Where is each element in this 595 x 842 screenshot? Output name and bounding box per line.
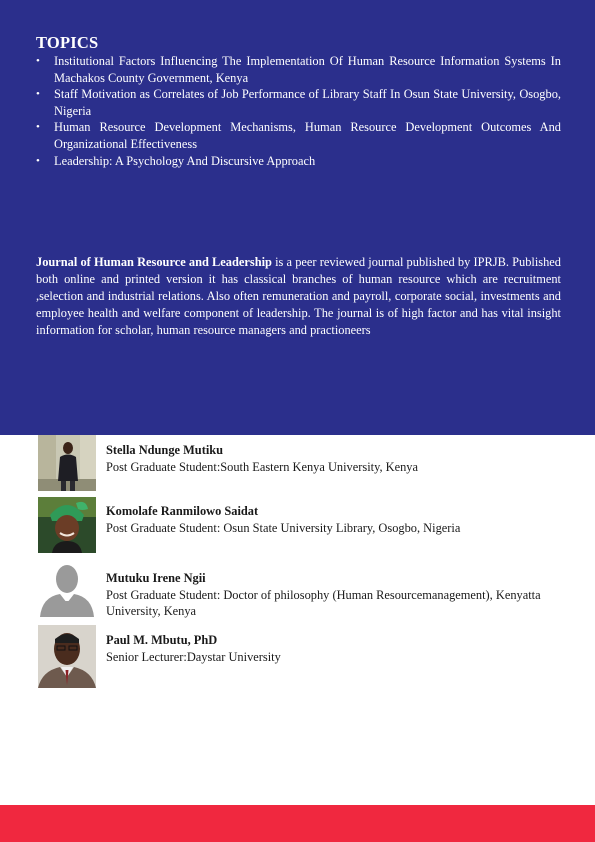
topic-text: Leadership: A Psychology And Discursive Approach bbox=[54, 153, 316, 168]
author-info bbox=[106, 503, 576, 536]
topic-item bbox=[36, 53, 561, 86]
bullet-icon: • bbox=[36, 88, 40, 101]
author-affiliation: Post Graduate Student: Osun State University Library, Osogbo, Nigeria bbox=[106, 520, 461, 535]
photo-woman-headwrap-icon bbox=[38, 497, 96, 553]
author-info bbox=[106, 442, 576, 475]
footer-bar bbox=[0, 805, 595, 842]
journal-description-text: is a peer reviewed journal published by IPRJB. Published both online and printed version it has classical branches of human resource which are recruitment ,selection and industrial relations. Also often remuneration and payroll, corporate social, investments and employee health and welfare component of leadership. The journal is of high factor and has vital insight information for scholar, human resource managers and practioneers bbox=[36, 255, 561, 338]
author-name: Stella Ndunge Mutiku bbox=[106, 443, 224, 457]
author-name: Paul M. Mbutu, PhD bbox=[106, 633, 218, 647]
author-photo bbox=[38, 497, 96, 553]
bullet-icon: • bbox=[36, 154, 40, 167]
author-affiliation: Post Graduate Student: Doctor of philosophy (Human Resourcemanagement), Kenyatta University, Kenya bbox=[106, 587, 541, 619]
topics-list bbox=[36, 53, 561, 169]
author-info bbox=[106, 632, 576, 665]
author-affiliation: Senior Lecturer:Daystar University bbox=[106, 649, 281, 664]
journal-name: Journal of Human Resource and Leadership bbox=[36, 255, 272, 269]
bullet-icon: • bbox=[36, 55, 40, 67]
author-info bbox=[106, 570, 576, 620]
journal-description bbox=[36, 254, 561, 339]
topic-item bbox=[36, 86, 561, 119]
topic-item bbox=[36, 119, 561, 152]
author-name: Komolafe Ranmilowo Saidat bbox=[106, 504, 259, 518]
topic-text: Human Resource Development Mechanisms, Human Resource Development Outcomes And Organizational Effectiveness bbox=[54, 120, 561, 151]
placeholder-avatar-icon bbox=[38, 563, 96, 617]
bullet-icon: • bbox=[36, 121, 40, 134]
topic-text: Staff Motivation as Correlates of Job Performance of Library Staff In Osun State University, Osogbo, Nigeria bbox=[54, 87, 561, 118]
photo-man-suit-icon bbox=[38, 625, 96, 688]
author-photo bbox=[38, 435, 96, 491]
author-photo bbox=[38, 625, 96, 688]
author-affiliation: Post Graduate Student:South Eastern Kenya University, Kenya bbox=[106, 459, 418, 474]
topic-item bbox=[36, 153, 561, 170]
topic-text: Institutional Factors Influencing The Implementation Of Human Resource Information Systems In Machakos County Government, Kenya bbox=[54, 54, 561, 85]
photo-woman-standing-icon bbox=[38, 435, 96, 491]
topics-heading: TOPICS bbox=[36, 33, 99, 52]
author-name: Mutuku Irene Ngii bbox=[106, 571, 206, 585]
author-photo bbox=[38, 563, 96, 617]
